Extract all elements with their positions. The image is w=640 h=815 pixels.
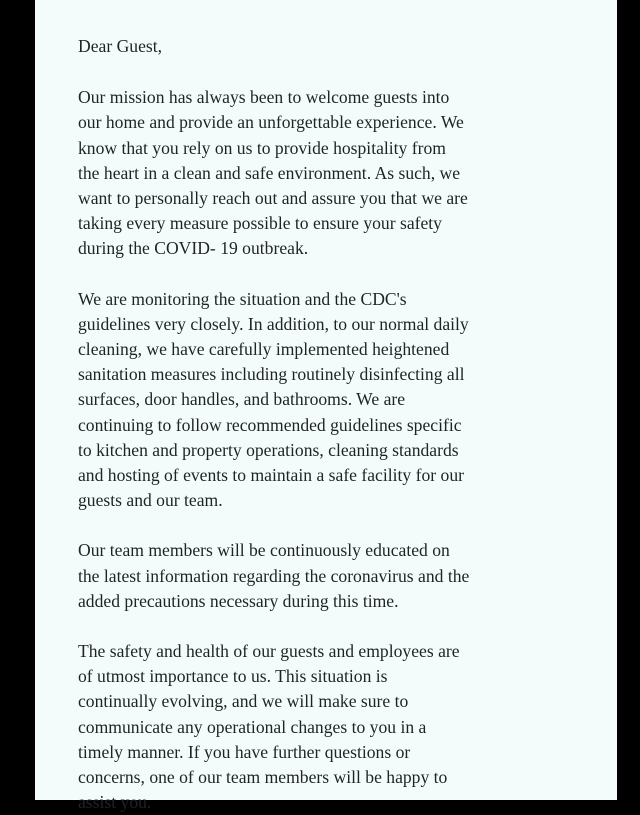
paragraph-line: concerns, one of our team members will be happy to <box>78 767 448 788</box>
paragraph-line: communicate any operational changes to you in a <box>78 716 427 737</box>
letter-paragraph-1 <box>78 85 597 261</box>
paragraph-line: surfaces, door handles, and bathrooms. We are <box>78 389 406 410</box>
paragraph-line: the latest information regarding the coronavirus and the <box>78 565 470 586</box>
letter-paragraph-3 <box>78 538 597 614</box>
paragraph-line: the heart in a clean and safe environment. As such, we <box>78 162 461 183</box>
paragraph-line: Our mission has always been to welcome guests into <box>78 87 450 108</box>
paragraph-line: guests and our team. <box>78 490 223 511</box>
paragraph-line: timely manner. If you have further questions or <box>78 741 411 762</box>
paragraph-line: taking every measure possible to ensure your safety <box>78 213 442 234</box>
paragraph-line: continuing to follow recommended guidelines specific <box>78 414 462 435</box>
paragraph-line: The safety and health of our guests and employees are <box>78 641 460 662</box>
paragraph-line: assist you. <box>78 792 152 813</box>
paragraph-line: know that you rely on us to provide hospitality from <box>78 137 446 158</box>
paragraph-line: our home and provide an unforgettable experience. We <box>78 112 464 133</box>
paragraph-line: and hosting of events to maintain a safe facility for our <box>78 465 464 486</box>
paragraph-line: continually evolving, and we will make sure to <box>78 691 409 712</box>
paragraph-line: during the COVID- 19 outbreak. <box>78 238 309 259</box>
paragraph-line: of utmost importance to us. This situation is <box>78 666 388 687</box>
letter-salutation: Dear Guest, <box>78 36 163 56</box>
paragraph-line: sanitation measures including routinely disinfecting all <box>78 364 465 385</box>
paragraph-line: to kitchen and property operations, cleaning standards <box>78 439 459 460</box>
paragraph-line: cleaning, we have carefully implemented heightened <box>78 339 450 360</box>
paragraph-line: want to personally reach out and assure you that we are <box>78 188 468 209</box>
paragraph-line: We are monitoring the situation and the CDC's <box>78 288 407 309</box>
paragraph-line: guidelines very closely. In addition, to our normal daily <box>78 313 469 334</box>
paragraph-line: Our team members will be continuously educated on <box>78 540 450 561</box>
letter-paragraph-4 <box>78 639 597 815</box>
letter-page <box>35 0 617 813</box>
letter-paragraph-2 <box>78 287 597 514</box>
paragraph-line: added precautions necessary during this time. <box>78 590 399 611</box>
